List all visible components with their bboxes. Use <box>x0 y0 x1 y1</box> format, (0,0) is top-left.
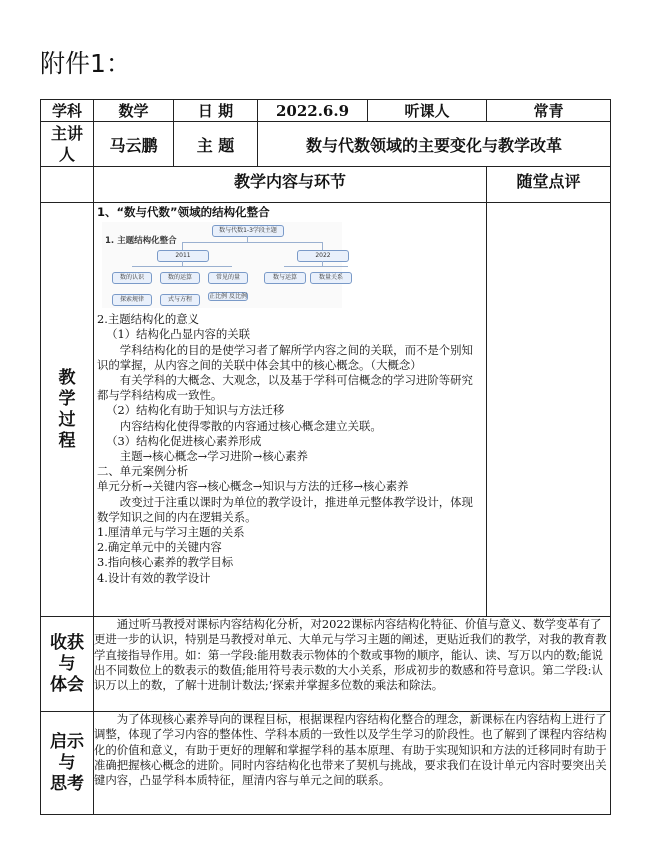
process-line: （1）结构化凸显内容的关联 <box>106 327 251 342</box>
topic-value: 数与代数领域的主要变化与教学改革 <box>258 122 611 167</box>
lesson-record-table <box>40 99 611 815</box>
process-line: 单元分析→关键内容→核心概念→知识与方法的迁移→核心素养 <box>97 479 409 494</box>
diagram-node: 数量关系 <box>310 272 352 284</box>
date-value: 2022.6.9 <box>258 100 368 122</box>
date-label: 日 期 <box>174 100 258 122</box>
gains-content <box>94 617 611 712</box>
diagram-node: 探索规律 <box>112 294 152 306</box>
process-line: 1.厘清单元与学习主题的关系 <box>97 525 245 540</box>
header-row <box>41 100 611 122</box>
process-line: 2.主题结构化的意义 <box>97 312 199 327</box>
comment-cell <box>487 203 611 617</box>
process-line: （3）结构化促进核心素养形成 <box>106 433 262 448</box>
lecturer-row <box>41 122 611 167</box>
insights-label: 启示 与 思考 <box>41 712 94 815</box>
diagram-year-2011: 2011 <box>157 250 209 262</box>
process-line: 4.设计有效的教学设计 <box>97 570 211 585</box>
listener-value: 常青 <box>487 100 611 122</box>
lecturer-value: 马云鹏 <box>94 122 174 167</box>
process-label: 教 学 过 程 <box>41 203 94 617</box>
process-line: 1、“数与代数”领域的结构化整合 <box>97 205 270 219</box>
process-line: 学科结构化的目的是使学习者了解所学内容之间的关联，而不是个别知识的掌握，从内容之间的关联中体会其中的核心概念。（大概念） <box>97 342 473 372</box>
gains-text: 通过听马教授对课标内容结构化分析，对2022课标内容结构化特征、价值与意义、数学变革有了更进一步的认识，特别是马教授对单元、大单元与学习主题的阐述，更贴近我们的教学，对我的教育教学直接指导作用。如：第一学段:能用数表示物体的个数或事物的顺序，能认、读、写万以内的数;能说出不同数位上的数表示的数值;能用符号表示数的大小关系，形成初步的数感和符号意识。第二学段:认识万以上的数，了解十进制计数法;‘探索并掌握多位数的乘法和除法。 <box>94 617 607 693</box>
diagram-node: 数的运算 <box>160 272 200 284</box>
gains-label: 收获 与 体会 <box>41 617 94 712</box>
subject-value: 数学 <box>94 100 174 122</box>
diagram-node: 常见的量 <box>208 272 248 284</box>
process-line: 3.指向核心素养的教学目标 <box>97 555 234 570</box>
diagram-root: 数与代数1-3学段主题 <box>212 225 284 237</box>
diagram-year-2022: 2022 <box>297 250 349 262</box>
diagram-node: 数的认识 <box>112 272 152 284</box>
attachment-title: 附件1： <box>40 49 131 78</box>
comment-header: 随堂点评 <box>487 167 611 203</box>
diagram-node: 正比例 反比例 <box>209 293 247 301</box>
structure-diagram <box>102 222 342 308</box>
topic-label: 主 题 <box>174 122 258 167</box>
process-line: 主题→核心概念→学习进阶→核心素养 <box>119 449 308 464</box>
process-line: （2）结构化有助于知识与方法迁移 <box>106 403 285 418</box>
process-line: 2.确定单元中的关键内容 <box>97 540 222 555</box>
diagram-title: 1. 主题结构化整合 <box>105 236 177 247</box>
diagram-node: 数与运算 <box>264 272 306 284</box>
content-header: 教学内容与环节 <box>94 167 487 203</box>
process-content <box>94 203 487 617</box>
insights-text: 为了体现核心素养导向的课程目标，根据课程内容结构化整合的理念，新课标在内容结构上进行了调整，体现了学习内容的整体性、学科本质的一致性以及学生学习的阶段性。也了解到了课程内容结构化的价值和意义，有助于更好的理解和掌握学科的基本原理、有助于实现知识和方法的迁移同时有助于准确把握核心概念的进阶。同时内容结构化也带来了契机与挑战，要求我们在设计单元内容时要突出关键内容，凸显学科本质特征，厘清内容与单元之间的联系。 <box>94 712 607 788</box>
diagram-node: 式与方程 <box>160 294 200 306</box>
process-line: 二、单元案例分析 <box>97 464 189 479</box>
process-line: 有关学科的大概念、大观念，以及基于学科可信概念的学习进阶等研究都与学科结构成一致性。 <box>97 373 473 403</box>
gains-row <box>41 617 611 712</box>
lecturer-label: 主讲 人 <box>41 122 94 167</box>
process-line: 内容结构化使得零散的内容通过核心概念建立关联。 <box>119 418 382 433</box>
listener-label: 听课人 <box>368 100 487 122</box>
process-line: 改变过于注重以课时为单位的教学设计，推进单元整体教学设计，体现数学知识之间的内在逻辑关系。 <box>97 494 473 524</box>
insights-row <box>41 712 611 815</box>
columns-row <box>41 167 611 203</box>
subject-label: 学科 <box>41 100 94 122</box>
process-row <box>41 203 611 617</box>
insights-content <box>94 712 611 815</box>
